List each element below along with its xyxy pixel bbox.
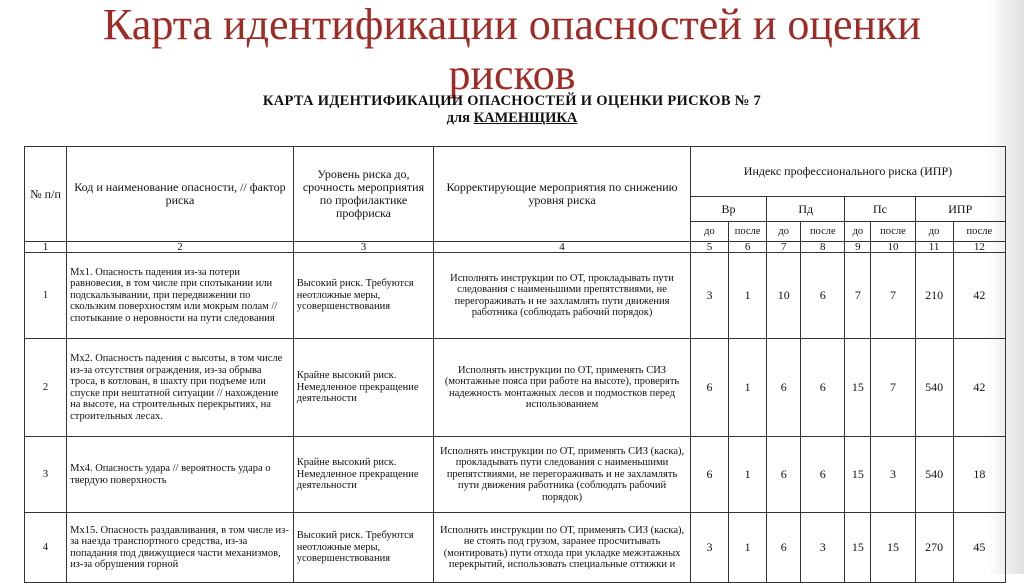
ipr-after-value: 45 — [953, 513, 1005, 583]
ps-after-value: 15 — [871, 513, 915, 583]
column-number: 4 — [434, 242, 691, 253]
row-number: 2 — [25, 339, 67, 437]
header-pd-after: после — [801, 222, 845, 242]
vr-after-value: 1 — [729, 437, 767, 513]
slide-title-line-2: рисков — [448, 50, 576, 99]
measures-cell: Исполнять инструкции по ОТ, применять СИЗ (монтажные пояса при работе на высоте), проверять надежность монтажных лесов и подмостков перед использованием — [434, 339, 691, 437]
table-row — [25, 339, 1006, 437]
table-row — [25, 437, 1006, 513]
header-measures: Корректирующие мероприятия по снижению уровня риска — [434, 147, 691, 242]
hazard-cell: Мх4. Опасность удара // вероятность удара о твердую поверхность — [67, 437, 294, 513]
ps-before-value: 15 — [845, 339, 871, 437]
vr-after-value: 1 — [729, 513, 767, 583]
header-ps: Пс — [845, 197, 915, 222]
pd-after-value: 3 — [801, 513, 845, 583]
slide-title — [0, 0, 1024, 100]
hazard-cell: Мх2. Опасность падения с высоты, в том числе из-за отсутствия ограждения, из-за обрыва троса, в котлован, в шахту при подъеме или спуске при нештатной ситуации // нахождение на высоте, на строительных перекрытиях, на строительных лесах. — [67, 339, 294, 437]
header-ipr: ИПР — [915, 197, 1005, 222]
ipr-after-value: 42 — [953, 253, 1005, 339]
pd-before-value: 10 — [767, 253, 801, 339]
measures-cell: Исполнять инструкции по ОТ, применять СИЗ (каска), не стоять под грузом, заранее просчитывать (монтировать) пути отхода при укладке межэтажных перекрытий, использовать специальные оттяжки и — [434, 513, 691, 583]
header-risk-level: Уровень риска до, срочность мероприятия по профилактике профриска — [293, 147, 433, 242]
risk-level-cell: Крайне высокий риск. Немедленное прекращение деятельности — [293, 437, 433, 513]
risk-level-cell: Высокий риск. Требуются неотложные меры, усовершенствования — [293, 513, 433, 583]
column-number: 6 — [729, 242, 767, 253]
risk-level-cell: Высокий риск. Требуются неотложные меры, усовершенствования — [293, 253, 433, 339]
header-vr-before: до — [690, 222, 728, 242]
header-num: № п/п — [25, 147, 67, 242]
vr-before-value: 6 — [690, 339, 728, 437]
ipr-before-value: 540 — [915, 339, 953, 437]
column-number: 7 — [767, 242, 801, 253]
column-number: 2 — [67, 242, 294, 253]
ps-after-value: 3 — [871, 437, 915, 513]
measures-cell: Исполнять инструкции по ОТ, прокладывать пути следования с наименьшими препятствиями, не перегораживать и не захламлять пути движения работника (соблюдать рабочий порядок) — [434, 253, 691, 339]
column-number-row — [25, 242, 1006, 253]
row-number: 1 — [25, 253, 67, 339]
header-pd: Пд — [767, 197, 845, 222]
column-number: 8 — [801, 242, 845, 253]
pd-before-value: 6 — [767, 339, 801, 437]
document-title: КАРТА ИДЕНТИФИКАЦИИ ОПАСНОСТЕЙ И ОЦЕНКИ РИСКОВ № 7 — [262, 93, 762, 109]
risk-assessment-table — [24, 146, 1006, 583]
column-number: 11 — [915, 242, 953, 253]
header-vr: Вр — [690, 197, 766, 222]
header-vr-after: после — [729, 222, 767, 242]
pd-before-value: 6 — [767, 437, 801, 513]
ps-after-value: 7 — [871, 253, 915, 339]
row-number: 4 — [25, 513, 67, 583]
header-ipr-after: после — [953, 222, 1005, 242]
vr-before-value: 3 — [690, 513, 728, 583]
ps-before-value: 7 — [845, 253, 871, 339]
pd-before-value: 6 — [767, 513, 801, 583]
table-row — [25, 253, 1006, 339]
header-ipr-group: Индекс профессионального риска (ИПР) — [690, 147, 1005, 197]
ipr-after-value: 42 — [953, 339, 1005, 437]
pd-after-value: 6 — [801, 253, 845, 339]
vr-before-value: 3 — [690, 253, 728, 339]
document-subtitle — [0, 110, 1024, 127]
table-row — [25, 513, 1006, 583]
risk-level-cell: Крайне высокий риск. Немедленное прекращение деятельности — [293, 339, 433, 437]
pd-after-value: 6 — [801, 437, 845, 513]
ps-before-value: 15 — [845, 437, 871, 513]
pd-after-value: 6 — [801, 339, 845, 437]
header-hazard: Код и наименование опасности, // фактор риска — [67, 147, 294, 242]
hazard-cell: Мх15. Опасность раздавливания, в том числе из-за наезда транспортного средства, из-за попадания под движущиеся части механизмов, из-за обрушения горной — [67, 513, 294, 583]
column-number: 12 — [953, 242, 1005, 253]
row-number: 3 — [25, 437, 67, 513]
ipr-after-value: 18 — [953, 437, 1005, 513]
header-ps-before: до — [845, 222, 871, 242]
hazard-cell: Мх1. Опасность падения из-за потери равновесия, в том числе при спотыкании или подскальзывании, при передвижении по скользким поверхностям или мокрым полам // спотыкание о неровности на пути следования — [67, 253, 294, 339]
ps-after-value: 7 — [871, 339, 915, 437]
ipr-before-value: 210 — [915, 253, 953, 339]
column-number: 3 — [293, 242, 433, 253]
header-ipr-before: до — [915, 222, 953, 242]
vr-before-value: 6 — [690, 437, 728, 513]
ipr-before-value: 540 — [915, 437, 953, 513]
column-number: 9 — [845, 242, 871, 253]
column-number: 5 — [690, 242, 728, 253]
profession-name: КАМЕНЩИКА — [473, 110, 578, 126]
slide-title-line-1: Карта идентификации опасностей и оценки — [103, 0, 921, 49]
ipr-before-value: 270 — [915, 513, 953, 583]
document-subtitle-prefix: для — [446, 110, 474, 126]
measures-cell: Исполнять инструкции по ОТ, применять СИЗ (каска), прокладывать пути следования с наименьшими препятствиями, не перегораживать и не захламлять пути движения работника (соблюдать рабочий порядок) — [434, 437, 691, 513]
header-pd-before: до — [767, 222, 801, 242]
ps-before-value: 15 — [845, 513, 871, 583]
vr-after-value: 1 — [729, 253, 767, 339]
column-number: 10 — [871, 242, 915, 253]
column-number: 1 — [25, 242, 67, 253]
header-ps-after: после — [871, 222, 915, 242]
vr-after-value: 1 — [729, 339, 767, 437]
